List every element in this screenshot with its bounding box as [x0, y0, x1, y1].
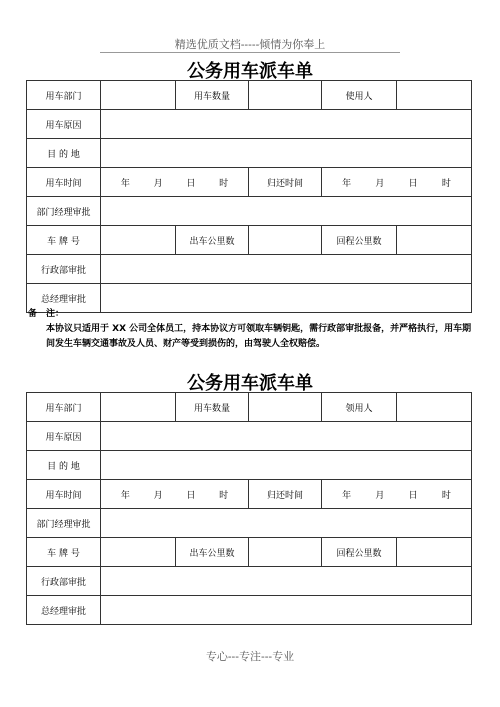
day-unit: 日	[408, 490, 418, 501]
out-km-label: 出车公里数	[176, 226, 249, 255]
day-unit: 日	[186, 178, 196, 189]
user-label: 领用人	[322, 393, 397, 422]
table-row	[27, 110, 472, 139]
hour-unit: 时	[441, 490, 451, 501]
quantity-label: 用车数量	[176, 393, 249, 422]
department-field[interactable]	[101, 81, 176, 110]
admin-approval-label: 行政部审批	[27, 255, 101, 284]
department-field[interactable]	[101, 393, 176, 422]
user-field[interactable]	[397, 81, 472, 110]
admin-approval-label: 行政部审批	[27, 567, 101, 596]
year-unit: 年	[342, 178, 352, 189]
reason-field[interactable]	[101, 110, 472, 139]
form-title: 公务用车派车单	[187, 373, 313, 394]
reason-label: 用车原因	[27, 110, 101, 139]
dept-manager-label: 部门经理审批	[27, 509, 101, 538]
table-row	[27, 451, 472, 480]
return-time-label: 归还时间	[249, 480, 322, 509]
destination-label: 目 的 地	[27, 451, 101, 480]
note-label: 备 注：	[28, 309, 65, 319]
table-row	[27, 480, 472, 509]
page-footer: 专心---专注---专业	[205, 650, 295, 663]
return-km-field[interactable]	[397, 226, 472, 255]
month-unit: 月	[375, 178, 385, 189]
month-unit: 月	[153, 490, 163, 501]
destination-label: 目 的 地	[27, 139, 101, 168]
day-unit: 日	[408, 178, 418, 189]
table-row	[27, 567, 472, 596]
plate-label: 车 牌 号	[27, 226, 101, 255]
table-row	[27, 81, 472, 110]
user-label: 使用人	[322, 81, 397, 110]
return-km-label: 回程公里数	[322, 538, 397, 567]
use-time-label: 用车时间	[27, 168, 101, 197]
destination-field[interactable]	[101, 451, 472, 480]
dispatch-form-2	[26, 392, 472, 625]
use-time-field[interactable]	[101, 168, 249, 197]
dept-manager-label: 部门经理审批	[27, 197, 101, 226]
quantity-field[interactable]	[249, 81, 322, 110]
table-row	[27, 226, 472, 255]
use-time-field[interactable]	[101, 480, 249, 509]
table-row	[27, 538, 472, 567]
quantity-field[interactable]	[249, 393, 322, 422]
return-km-field[interactable]	[397, 538, 472, 567]
out-km-label: 出车公里数	[176, 538, 249, 567]
return-time-field[interactable]	[322, 168, 472, 197]
year-unit: 年	[120, 490, 130, 501]
reason-field[interactable]	[101, 422, 472, 451]
year-unit: 年	[120, 178, 130, 189]
plate-field[interactable]	[101, 538, 176, 567]
dept-manager-field[interactable]	[101, 509, 472, 538]
destination-field[interactable]	[101, 139, 472, 168]
return-time-field[interactable]	[322, 480, 472, 509]
header-divider	[100, 52, 400, 53]
quantity-label: 用车数量	[176, 81, 249, 110]
gm-approval-label: 总经理审批	[27, 596, 101, 625]
table-row	[27, 509, 472, 538]
dispatch-form-1	[26, 80, 472, 313]
day-unit: 日	[186, 490, 196, 501]
use-time-label: 用车时间	[27, 480, 101, 509]
plate-field[interactable]	[101, 226, 176, 255]
department-label: 用车部门	[27, 393, 101, 422]
month-unit: 月	[375, 490, 385, 501]
form-title: 公务用车派车单	[187, 61, 313, 82]
page-header: 精选优质文档-----倾情为你奉上	[174, 38, 326, 51]
reason-label: 用车原因	[27, 422, 101, 451]
hour-unit: 时	[219, 178, 229, 189]
table-row	[27, 393, 472, 422]
admin-approval-field[interactable]	[101, 255, 472, 284]
table-row	[27, 139, 472, 168]
gm-approval-label: 总经理审批	[27, 284, 101, 313]
year-unit: 年	[342, 490, 352, 501]
return-time-label: 归还时间	[249, 168, 322, 197]
table-row	[27, 422, 472, 451]
note-text: 本协议只适用于 XX 公司全体员工，持本协议方可领取车辆钥匙，需行政部审批报备，并严格执行，用车期间发生车辆交通事故及人员、财产等受到损伤的，由驾驶人全权赔偿。	[46, 324, 472, 349]
gm-approval-field[interactable]	[101, 596, 472, 625]
plate-label: 车 牌 号	[27, 538, 101, 567]
note-section	[28, 307, 472, 352]
return-km-label: 回程公里数	[322, 226, 397, 255]
admin-approval-field[interactable]	[101, 567, 472, 596]
dept-manager-field[interactable]	[101, 197, 472, 226]
department-label: 用车部门	[27, 81, 101, 110]
hour-unit: 时	[219, 490, 229, 501]
table-row	[27, 197, 472, 226]
month-unit: 月	[153, 178, 163, 189]
table-row	[27, 168, 472, 197]
out-km-field[interactable]	[249, 226, 322, 255]
hour-unit: 时	[441, 178, 451, 189]
out-km-field[interactable]	[249, 538, 322, 567]
user-field[interactable]	[397, 393, 472, 422]
table-row	[27, 255, 472, 284]
table-row	[27, 596, 472, 625]
